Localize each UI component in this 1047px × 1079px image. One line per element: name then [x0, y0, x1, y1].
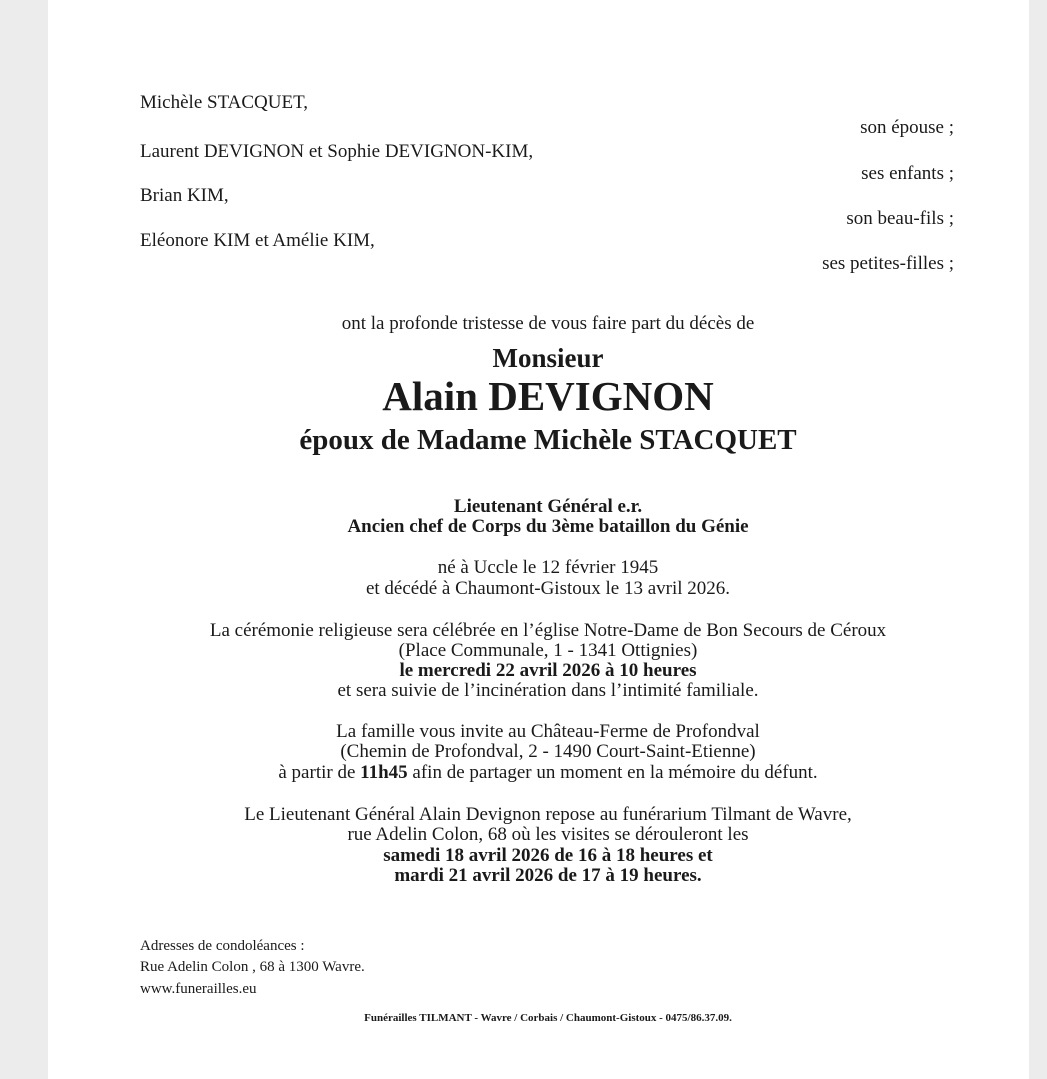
family-name-4: Eléonore KIM et Amélie KIM,: [140, 230, 375, 251]
death-line: et décédé à Chaumont-Gistoux le 13 avril 2026.: [365, 578, 731, 599]
visits-date-1: samedi 18 avril 2026 de 16 à 18 heures et: [383, 845, 713, 866]
rank-title: Lieutenant Général e.r.: [453, 496, 643, 517]
family-relation-4: ses petites-filles ;: [822, 253, 954, 274]
family-name-3: Brian KIM,: [140, 185, 229, 206]
family-name-2: Laurent DEVIGNON et Sophie DEVIGNON-KIM,: [140, 141, 534, 162]
funeral-home-footer: Funérailles TILMANT - Wavre / Corbais / Chaumont-Gistoux - 0475/86.37.09.: [364, 1012, 732, 1024]
condolences-label: Adresses de condoléances :: [140, 938, 305, 954]
ceremony-line-4: et sera suivie de l’incinération dans l’intimité familiale.: [337, 680, 759, 701]
family-relation-3: son beau-fils ;: [846, 208, 954, 229]
visits-line-2: rue Adelin Colon, 68 où les visites se dérouleront les: [347, 824, 749, 845]
role-title: Ancien chef de Corps du 3ème bataillon du Génie: [347, 516, 749, 537]
family-relation-1: son épouse ;: [860, 117, 954, 138]
reception-time-prefix: à partir de: [278, 762, 361, 783]
deceased-spouse-line: époux de Madame Michèle STACQUET: [299, 424, 797, 456]
visits-date-2: mardi 21 avril 2026 de 17 à 19 heures.: [394, 865, 702, 886]
ceremony-line-2: (Place Communale, 1 - 1341 Ottignies): [398, 640, 698, 661]
family-relation-2: ses enfants ;: [861, 163, 954, 184]
ceremony-date: le mercredi 22 avril 2026 à 10 heures: [399, 660, 697, 681]
reception-line-1: La famille vous invite au Château-Ferme de Profondval: [336, 721, 760, 742]
visits-line-1: Le Lieutenant Général Alain Devignon repose au funérarium Tilmant de Wavre,: [244, 804, 852, 825]
condolences-website[interactable]: www.funerailles.eu: [140, 981, 257, 997]
announcement-text: ont la profonde tristesse de vous faire part du décès de: [341, 313, 755, 334]
family-name-1: Michèle STACQUET,: [140, 92, 309, 113]
condolences-address: Rue Adelin Colon , 68 à 1300 Wavre.: [140, 959, 365, 975]
reception-line-2: (Chemin de Profondval, 2 - 1490 Court-Saint-Etienne): [340, 741, 756, 762]
reception-line-3: [48, 762, 1047, 783]
birth-line: né à Uccle le 12 février 1945: [437, 557, 659, 578]
deceased-honorific: Monsieur: [492, 343, 604, 373]
obituary-page: [48, 0, 1029, 1079]
ceremony-line-1: La cérémonie religieuse sera célébrée en l’église Notre-Dame de Bon Secours de Céroux: [209, 620, 887, 641]
deceased-name: Alain DEVIGNON: [382, 373, 714, 419]
reception-time-suffix: afin de partager un moment en la mémoire du défunt.: [407, 762, 818, 783]
reception-time: 11h45: [360, 762, 408, 783]
